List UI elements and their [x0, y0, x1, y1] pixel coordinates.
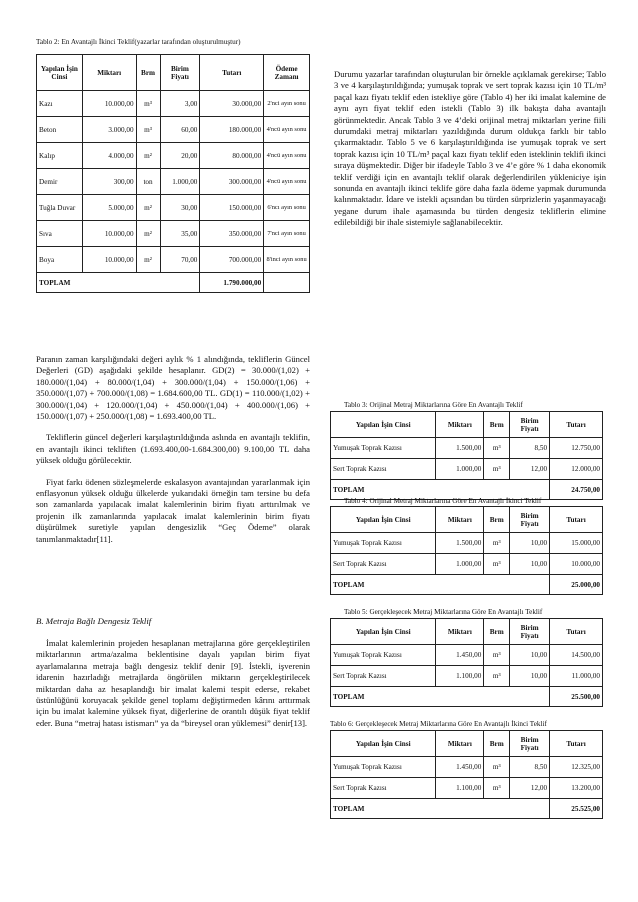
paragraph-comparison: Tekliflerin güncel değerleri karşılaştırıldığında aslında en avantajlı teklifin, en avantajlı ikinci tekliften (1.693.400,00-1.684.300,00) 9.100,00 TL daha yüksek olduğu görülecektir.: [36, 432, 310, 466]
table2-total-label: TOPLAM: [37, 273, 200, 293]
table2-total-row: [37, 273, 310, 293]
table2-cell-total: 180.000,00: [200, 117, 264, 143]
right-text-block: [334, 69, 606, 229]
table2-cell-total: 30.000,00: [200, 91, 264, 117]
table-cell-qty: 1.000,00: [436, 459, 484, 480]
table-header-row: [331, 731, 603, 757]
table-cell-name: Sert Toprak Kazısı: [331, 554, 436, 575]
table2-cell-price: 3,00: [160, 91, 200, 117]
table2-cell-qty: 10.000,00: [82, 247, 136, 273]
table-header-cell: Birim Fiyatı: [510, 412, 550, 438]
table-header-cell: Brm: [484, 412, 510, 438]
table2-cell-price: 60,00: [160, 117, 200, 143]
table2-header-cell: Miktarı: [82, 55, 136, 91]
table2-cell-name: Sıva: [37, 221, 83, 247]
table-cell-total: 15.000,00: [550, 533, 603, 554]
table2-row: [37, 169, 310, 195]
table-row: [331, 533, 603, 554]
table5: [330, 618, 603, 707]
table-header-cell: Tutarı: [550, 507, 603, 533]
table2-cell-price: 35,00: [160, 221, 200, 247]
table5-caption: Tablo 5: Gerçekleşecek Metraj Miktarlarına Göre En Avantajlı Teklif: [344, 608, 543, 616]
table-header-cell: Miktarı: [436, 619, 484, 645]
table-total-label: TOPLAM: [331, 799, 550, 819]
table-header-cell: Miktarı: [436, 412, 484, 438]
table-cell-price: 10,00: [510, 666, 550, 687]
table-cell-qty: 1.450,00: [436, 645, 484, 666]
table-cell-price: 12,00: [510, 459, 550, 480]
section-heading: B. Metraja Bağlı Dengesiz Teklif: [36, 616, 152, 626]
table2-cell-price: 20,00: [160, 143, 200, 169]
table-header-cell: Yapılan İşin Cinsi: [331, 619, 436, 645]
table-row: [331, 778, 603, 799]
table-cell-qty: 1.000,00: [436, 554, 484, 575]
table-row: [331, 459, 603, 480]
table-header-cell: Tutarı: [550, 412, 603, 438]
table6: [330, 730, 603, 819]
table2-cell-qty: 4.000,00: [82, 143, 136, 169]
table-total-value: 24.750,00: [550, 480, 603, 500]
table-row: [331, 757, 603, 778]
table-header-cell: Tutarı: [550, 731, 603, 757]
table-header-cell: Birim Fiyatı: [510, 507, 550, 533]
table2-cell-time: 4'ncü ayın sonu: [264, 117, 310, 143]
table-row: [331, 554, 603, 575]
table-header-cell: Miktarı: [436, 507, 484, 533]
table2-cell-unit: m³: [136, 91, 160, 117]
table2-cell-total: 700.000,00: [200, 247, 264, 273]
table-cell-name: Sert Toprak Kazısı: [331, 459, 436, 480]
left-text-block-1: [36, 354, 310, 545]
table2-row: [37, 247, 310, 273]
table2-row: [37, 221, 310, 247]
table2-cell-name: Boya: [37, 247, 83, 273]
table2-cell-total: 300.000,00: [200, 169, 264, 195]
table-cell-total: 12.750,00: [550, 438, 603, 459]
table2-header-cell: Yapılan İşin Cinsi: [37, 55, 83, 91]
table-cell-total: 10.000,00: [550, 554, 603, 575]
table2-cell-name: Kalıp: [37, 143, 83, 169]
table-cell-unit: m³: [484, 554, 510, 575]
paragraph-quantity-unbalanced: İmalat kalemlerinin projeden hesaplanan metrajlarına göre gerçekleştirilen miktarlarının artma/azalma beklentisine dayalı yapılan birim fiyat ayarlamalarına metraja bağlı dengesiz teklif denir [9]. İstekli, işverenin idarenin hazırladığı metrajlarda öngörülen miktarın gerçekleştirilecek miktardan daha az hesaplandığı bir imalat kalemi tespit ederse, rekabet üstünlüğünü koruyacak şekilde genel toplamı değiştirmeden kârını arttırmak için bu imalat kalemine yüksek fiyat, diğerlerine de orantılı düşük fiyat teklif eder. Buna “metraj hatası istismarı” ya da “bireysel oran yüklemesi” denir[13].: [36, 638, 310, 728]
table2-header-cell: Brm: [136, 55, 160, 91]
table-total-row: [331, 799, 603, 819]
table-header-cell: Miktarı: [436, 731, 484, 757]
table-cell-unit: m³: [484, 459, 510, 480]
table-cell-name: Yumuşak Toprak Kazısı: [331, 438, 436, 459]
table2-cell-time: 8'inci ayın sonu: [264, 247, 310, 273]
table-cell-unit: m³: [484, 438, 510, 459]
table2-header-cell: Ödeme Zamanı: [264, 55, 310, 91]
table3: [330, 411, 603, 500]
table-cell-price: 10,00: [510, 533, 550, 554]
table-header-cell: Brm: [484, 619, 510, 645]
table-cell-qty: 1.500,00: [436, 533, 484, 554]
table-header-cell: Brm: [484, 731, 510, 757]
table2-cell-total: 150.000,00: [200, 195, 264, 221]
table2-cell-qty: 3.000,00: [82, 117, 136, 143]
table2-cell-unit: m²: [136, 143, 160, 169]
table-cell-price: 8,50: [510, 438, 550, 459]
table-cell-qty: 1.100,00: [436, 778, 484, 799]
table-total-row: [331, 575, 603, 595]
table2-cell-total: 350.000,00: [200, 221, 264, 247]
table-cell-total: 11.000,00: [550, 666, 603, 687]
table-cell-unit: m³: [484, 645, 510, 666]
table-header-cell: Yapılan İşin Cinsi: [331, 507, 436, 533]
table2-cell-name: Beton: [37, 117, 83, 143]
table2-caption: Tablo 2: En Avantajlı İkinci Teklif(yazarlar tarafından oluşturulmuştur): [36, 38, 241, 46]
table2-cell-unit: ton: [136, 169, 160, 195]
table-cell-qty: 1.100,00: [436, 666, 484, 687]
table-cell-price: 8,50: [510, 757, 550, 778]
table-cell-name: Yumuşak Toprak Kazısı: [331, 645, 436, 666]
table-header-cell: Brm: [484, 507, 510, 533]
table-header-cell: Yapılan İşin Cinsi: [331, 412, 436, 438]
table-total-row: [331, 687, 603, 707]
table2-cell-total: 80.000,00: [200, 143, 264, 169]
table2-cell-name: Tuğla Duvar: [37, 195, 83, 221]
table2-header-row: [37, 55, 310, 91]
table-cell-total: 12.325,00: [550, 757, 603, 778]
table-cell-total: 14.500,00: [550, 645, 603, 666]
table-cell-qty: 1.500,00: [436, 438, 484, 459]
table-cell-name: Sert Toprak Kazısı: [331, 778, 436, 799]
table2-total-value: 1.790.000,00: [200, 273, 264, 293]
paragraph-example: Durumu yazarlar tarafından oluşturulan bir örnekle açıklamak gerekirse; Tablo 3 ve 4 karşılaştırıldığında; yumuşak toprak ve sert toprak kazısı için 10 TL/m³ paçal kazı fiyatı teklif eden istekliye göre (Tablo 4) her iki imalat kalemine de aynı ayrı fiyat teklif eden istekli (Tablo 3) ilk bakışta daha avantajlı görünmektedir. Ancak Tablo 3 ve 4’deki orijinal metraj miktarları yerine fiili durumdaki metraj miktarları yazıldığında durum oldukça farklı bir tablo çıkarmaktadır. Tablo 5 ve 6 karşılaştırıldığında ise yumuşak toprak ve sert toprak kazısı için 10 TL/m³ paçal kazı fiyatı teklif eden isteklinin teklifi ikinci sıraya düşmektedir. Diğer bir ifadeyle Tablo 3 ve 4’e göre % 1 daha ekonomik teklif verdiği için en avantajlı teklif olarak değerlendirilen yükleniciye işin sonunda en avantajlı ikinci teklife göre daha fazla ödeme yapmak durumunda kalınmaktadır. İdare ve istekli açısından bu türden sürprizlerin yaşanmayacağı yegane durum ihale aşamasında bu türden dengesiz tekliflerin elimine edilebildiği bir ihale sistemiyle sağlanabilecektir.: [334, 69, 606, 228]
table-cell-name: Yumuşak Toprak Kazısı: [331, 533, 436, 554]
table2-cell-name: Demir: [37, 169, 83, 195]
table-header-cell: Birim Fiyatı: [510, 619, 550, 645]
table2-cell-qty: 5.000,00: [82, 195, 136, 221]
table-cell-qty: 1.450,00: [436, 757, 484, 778]
table2-cell-qty: 300,00: [82, 169, 136, 195]
table-cell-unit: m³: [484, 533, 510, 554]
left-text-block-2: [36, 638, 310, 729]
paragraph-present-value: Paranın zaman karşılığındaki değeri aylık % 1 alındığında, tekliflerin Güncel Değerleri (GD) aşağıdaki şekilde hesaplanır. GD(2) = 30.000/(1,02) + 180.000/(1,04) + 80.000/(1,04) + 300.000/(1,04) + 150.000/(1,06) + 350.000/(1,07) + 700.000/(1,08) = 1.684.600,00 TL. GD(1) = 110.000/(1,02) + 300.000/(1,04) + 120.000/(1,04) + 450.000/(1,04) + 400.000/(1,06) + 150.000/(1,07) + 250.000/(1,08) = 1.693.400,00 TL.: [36, 354, 310, 422]
table4: [330, 506, 603, 595]
table-cell-total: 13.200,00: [550, 778, 603, 799]
table-total-label: TOPLAM: [331, 687, 550, 707]
table2-row: [37, 195, 310, 221]
paragraph-late-payment: Fiyat farkı ödenen sözleşmelerde eskalasyon avantajından yararlanmak için enflasyonun yüksek olduğu ülkelerde yukarıdaki örneğin tam tersine bu defa son zamanlarda yapılacak imalat kalemlerinin birim fiyatı arttırılmak ve projenin ilk zamanlarında yapılacak imalat kalemlerinin birim fiyatı düşürülmek suretiyle yapılan dengesizlik “Geç Ödeme” olarak tanımlanmaktadır[11].: [36, 476, 310, 544]
table-row: [331, 666, 603, 687]
table-row: [331, 645, 603, 666]
table-total-value: 25.525,00: [550, 799, 603, 819]
table2-cell-unit: m³: [136, 117, 160, 143]
table2-cell-unit: m²: [136, 221, 160, 247]
table2-cell-price: 70,00: [160, 247, 200, 273]
table-total-label: TOPLAM: [331, 575, 550, 595]
table2-cell-time: 6'ncı ayın sonu: [264, 195, 310, 221]
table4-caption: Tablo 4: Orijinal Metraj Miktarlarına Göre En Avantajlı İkinci Teklif: [344, 497, 542, 505]
table2-cell-time: 4'ncü ayın sonu: [264, 169, 310, 195]
table-header-cell: Yapılan İşin Cinsi: [331, 731, 436, 757]
table-cell-name: Sert Toprak Kazısı: [331, 666, 436, 687]
table2-header-cell: Tutarı: [200, 55, 264, 91]
table-total-value: 25.500,00: [550, 687, 603, 707]
table3-caption: Tablo 3: Orijinal Metraj Miktarlarına Göre En Avantajlı Teklif: [344, 401, 523, 409]
table-row: [331, 438, 603, 459]
table-total-value: 25.000,00: [550, 575, 603, 595]
table2-cell-price: 1.000,00: [160, 169, 200, 195]
table-cell-unit: m³: [484, 666, 510, 687]
table-cell-unit: m³: [484, 778, 510, 799]
table2-total-empty: [264, 273, 310, 293]
table2-cell-price: 30,00: [160, 195, 200, 221]
table-header-row: [331, 412, 603, 438]
table2-row: [37, 91, 310, 117]
table-cell-name: Yumuşak Toprak Kazısı: [331, 757, 436, 778]
table-cell-unit: m³: [484, 757, 510, 778]
table6-caption: Tablo 6: Gerçekleşecek Metraj Miktarlarına Göre En Avantajlı İkinci Teklif: [330, 720, 547, 728]
table2-cell-time: 2'nci ayın sonu: [264, 91, 310, 117]
table-header-cell: Tutarı: [550, 619, 603, 645]
table2-header-cell: Birim Fiyatı: [160, 55, 200, 91]
table2-cell-qty: 10.000,00: [82, 91, 136, 117]
table2-row: [37, 143, 310, 169]
table-cell-total: 12.000,00: [550, 459, 603, 480]
table-cell-price: 12,00: [510, 778, 550, 799]
table2-row: [37, 117, 310, 143]
table2-cell-name: Kazı: [37, 91, 83, 117]
table-cell-price: 10,00: [510, 645, 550, 666]
table2: [36, 54, 310, 293]
table-header-cell: Birim Fiyatı: [510, 731, 550, 757]
table2-cell-unit: m²: [136, 195, 160, 221]
table2-cell-unit: m²: [136, 247, 160, 273]
table2-cell-time: 4'ncü ayın sonu: [264, 143, 310, 169]
table-header-row: [331, 507, 603, 533]
table-cell-price: 10,00: [510, 554, 550, 575]
table2-cell-time: 7'nci ayın sonu: [264, 221, 310, 247]
table-total-label: TOPLAM: [331, 480, 550, 500]
table2-cell-qty: 10.000,00: [82, 221, 136, 247]
table-header-row: [331, 619, 603, 645]
